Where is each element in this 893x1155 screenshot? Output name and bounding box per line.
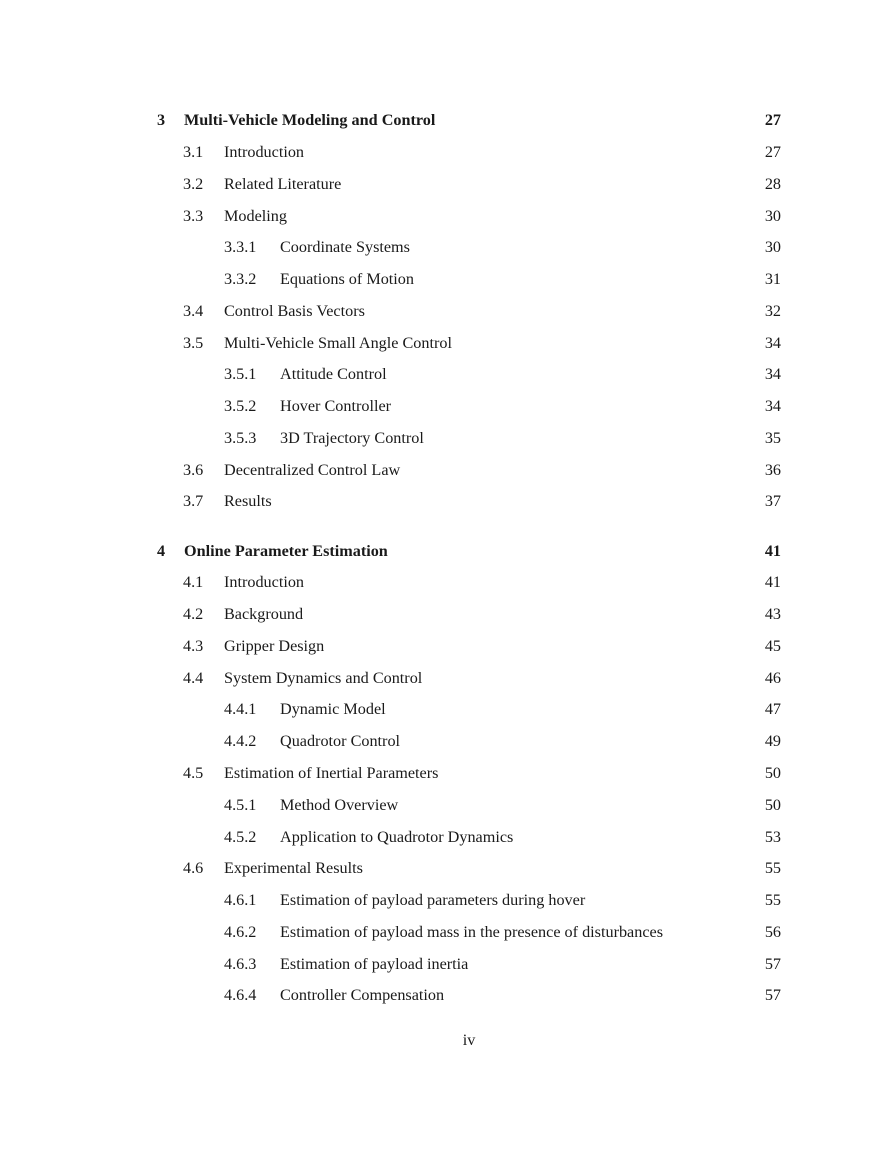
toc-entry-page: 34 <box>764 365 781 383</box>
toc-entry-page: 55 <box>764 891 781 909</box>
toc-subsection-entry[interactable] <box>0 984 893 1006</box>
toc-subsection-entry[interactable] <box>0 363 893 385</box>
toc-entry-page: 47 <box>764 700 781 718</box>
toc-entry-number: 3.3 <box>183 207 204 225</box>
toc-entry-title: Estimation of Inertial Parameters <box>224 762 442 784</box>
toc-section-entry[interactable] <box>0 635 893 657</box>
toc-subsection-entry[interactable] <box>0 236 893 258</box>
toc-entry-title: Experimental Results <box>224 857 367 879</box>
toc-entry-title: System Dynamics and Control <box>224 667 426 689</box>
toc-entry-page: 30 <box>764 238 781 256</box>
toc-entry-title: 3D Trajectory Control <box>280 427 428 449</box>
toc-chapter-entry[interactable] <box>0 540 893 562</box>
toc-entry-title: Coordinate Systems <box>280 236 414 258</box>
toc-entry-title: Gripper Design <box>224 635 328 657</box>
toc-entry-title: Introduction <box>224 571 308 593</box>
toc-entry-number: 4.3 <box>183 637 204 655</box>
toc-section-entry[interactable] <box>0 332 893 354</box>
toc-entry-page: 37 <box>764 492 781 510</box>
toc-entry-title: Hover Controller <box>280 395 395 417</box>
toc-subsection-entry[interactable] <box>0 794 893 816</box>
toc-entry-number: 4.6.1 <box>224 891 257 909</box>
toc-entry-page: 41 <box>764 542 781 560</box>
toc-entry-number: 4.5.1 <box>224 796 257 814</box>
toc-entry-page: 49 <box>764 732 781 750</box>
toc-entry-title: Method Overview <box>280 794 402 816</box>
toc-entry-number: 4.4 <box>183 669 204 687</box>
toc-entry-page: 27 <box>764 111 781 129</box>
toc-entry-page: 36 <box>764 461 781 479</box>
toc-entry-title: Estimation of payload parameters during hover <box>280 889 589 911</box>
toc-entry-number: 4.6 <box>183 859 204 877</box>
toc-subsection-entry[interactable] <box>0 268 893 290</box>
toc-entry-page: 32 <box>764 302 781 320</box>
toc-entry-number: 3 <box>157 111 166 129</box>
toc-subsection-entry[interactable] <box>0 395 893 417</box>
toc-entry-page: 43 <box>764 605 781 623</box>
toc-entry-number: 4.6.4 <box>224 986 257 1004</box>
toc-entry-title: Multi-Vehicle Modeling and Control <box>184 109 439 131</box>
toc-entry-number: 3.3.1 <box>224 238 257 256</box>
toc-section-entry[interactable] <box>0 459 893 481</box>
toc-entry-title: Related Literature <box>224 173 345 195</box>
toc-section-entry[interactable] <box>0 490 893 512</box>
toc-entry-title: Quadrotor Control <box>280 730 404 752</box>
toc-entry-number: 3.5.1 <box>224 365 257 383</box>
toc-subsection-entry[interactable] <box>0 730 893 752</box>
toc-entry-page: 55 <box>764 859 781 877</box>
toc-entry-title: Background <box>224 603 307 625</box>
toc-entry-title: Dynamic Model <box>280 698 390 720</box>
toc-entry-title: Decentralized Control Law <box>224 459 404 481</box>
toc-entry-title: Modeling <box>224 205 291 227</box>
toc-entry-number: 4.5.2 <box>224 828 257 846</box>
toc-entry-page: 46 <box>764 669 781 687</box>
toc-entry-page: 57 <box>764 986 781 1004</box>
toc-section-entry[interactable] <box>0 762 893 784</box>
toc-entry-page: 31 <box>764 270 781 288</box>
toc-entry-title: Attitude Control <box>280 363 391 385</box>
toc-entry-title: Results <box>224 490 276 512</box>
toc-entry-page: 34 <box>764 334 781 352</box>
toc-section-entry[interactable] <box>0 205 893 227</box>
toc-entry-number: 3.7 <box>183 492 204 510</box>
toc-entry-page: 56 <box>764 923 781 941</box>
toc-entry-title: Controller Compensation <box>280 984 448 1006</box>
toc-entry-number: 4.6.2 <box>224 923 257 941</box>
toc-entry-number: 3.6 <box>183 461 204 479</box>
toc-section-entry[interactable] <box>0 141 893 163</box>
toc-section-entry[interactable] <box>0 857 893 879</box>
toc-entry-page: 45 <box>764 637 781 655</box>
toc-entry-page: 53 <box>764 828 781 846</box>
page-number: iv <box>462 1031 476 1049</box>
toc-entry-title: Estimation of payload inertia <box>280 953 472 975</box>
toc-entry-title: Control Basis Vectors <box>224 300 369 322</box>
toc-entry-number: 3.3.2 <box>224 270 257 288</box>
toc-chapter-entry[interactable] <box>0 109 893 131</box>
toc-entry-title: Multi-Vehicle Small Angle Control <box>224 332 456 354</box>
toc-entry-number: 3.1 <box>183 143 204 161</box>
toc-entry-title: Estimation of payload mass in the presence of disturbances <box>280 921 667 943</box>
toc-section-entry[interactable] <box>0 571 893 593</box>
toc-entry-number: 4.4.2 <box>224 732 257 750</box>
toc-entry-page: 57 <box>764 955 781 973</box>
toc-section-entry[interactable] <box>0 300 893 322</box>
toc-subsection-entry[interactable] <box>0 826 893 848</box>
toc-entry-title: Application to Quadrotor Dynamics <box>280 826 517 848</box>
toc-entry-number: 3.2 <box>183 175 204 193</box>
toc-entry-page: 30 <box>764 207 781 225</box>
toc-entry-number: 3.5.3 <box>224 429 257 447</box>
toc-entry-number: 4.1 <box>183 573 204 591</box>
toc-entry-title: Introduction <box>224 141 308 163</box>
toc-entry-number: 3.5.2 <box>224 397 257 415</box>
toc-entry-number: 4.6.3 <box>224 955 257 973</box>
toc-entry-page: 41 <box>764 573 781 591</box>
toc-entry-number: 4 <box>157 542 166 560</box>
toc-entry-number: 3.5 <box>183 334 204 352</box>
toc-entry-number: 3.4 <box>183 302 204 320</box>
toc-entry-page: 34 <box>764 397 781 415</box>
toc-entry-page: 35 <box>764 429 781 447</box>
toc-section-entry[interactable] <box>0 173 893 195</box>
toc-entry-page: 50 <box>764 764 781 782</box>
toc-entry-number: 4.5 <box>183 764 204 782</box>
toc-section-entry[interactable] <box>0 603 893 625</box>
toc-subsection-entry[interactable] <box>0 698 893 720</box>
toc-subsection-entry[interactable] <box>0 889 893 911</box>
toc-subsection-entry[interactable] <box>0 427 893 449</box>
toc-entry-page: 50 <box>764 796 781 814</box>
toc-entry-title: Online Parameter Estimation <box>184 540 392 562</box>
toc-entry-number: 4.2 <box>183 605 204 623</box>
toc-entry-title: Equations of Motion <box>280 268 418 290</box>
toc-subsection-entry[interactable] <box>0 953 893 975</box>
toc-entry-number: 4.4.1 <box>224 700 257 718</box>
toc-subsection-entry[interactable] <box>0 921 893 943</box>
toc-entry-page: 28 <box>764 175 781 193</box>
toc-entry-page: 27 <box>764 143 781 161</box>
toc-section-entry[interactable] <box>0 667 893 689</box>
